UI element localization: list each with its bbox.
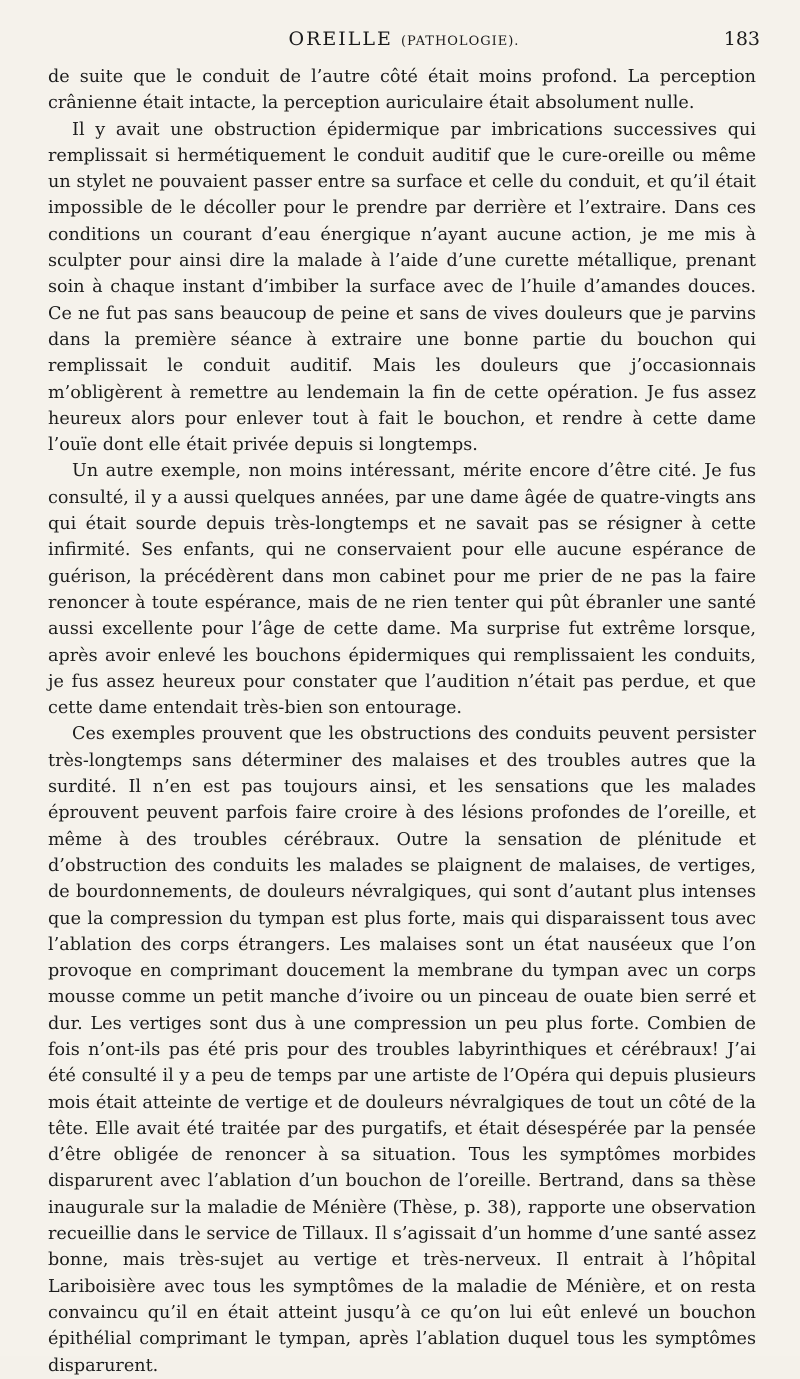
paragraph-symptoms-discussion: Ces exemples prouvent que les obstructions des conduits peuvent persister très-longtemps sans déterminer des malaises et des troubles autres que la surdité. Il n’en est pas toujours ainsi, et les sensations que les malades éprouvent peuvent parfois faire croire à des lésions profondes de l’oreille, et même à des troubles cérébraux. Outre la sensation de plénitude et d’obstruction des conduits les malades se plaignent de malaises, de vertiges, de bourdonnements, de douleurs névralgiques, qui sont d’autant plus intenses que la compression du tympan est plus forte, mais qui disparaissent tous avec l’ablation des corps étrangers. Les malaises sont un état nauséeux que l’on provoque en comprimant doucement la membrane du tympan avec un corps mousse comme un petit manche d’ivoire ou un pinceau de ouate bien serré et dur. Les vertiges sont dus à une compression un peu plus forte. Combien de fois n’ont-ils pas été pris pour des troubles labyrinthiques et cérébraux! J’ai été consulté il y a peu de temps par une artiste de l’Opéra qui depuis plusieurs mois était atteinte de vertige et de douleurs névralgiques de tout un côté de la tête. Elle avait été traitée par des purgatifs, et était désespérée par la pensée d’être obligée de renoncer à sa situation. Tous les symptômes morbides disparurent avec l’ablation d’un bouchon de l’oreille. Bertrand, dans sa thèse inaugurale sur la maladie de Ménière (Thèse, p. 38), rapporte une observation recueillie dans le service de Tillaux. Il s’agissait d’un homme d’une santé assez bonne, mais très-sujet au vertige et très-nerveux. Il entrait à l’hôpital Lariboisière avec tous les symptômes de la maladie de Ménière, et on resta convaincu qu’il en était atteint jusqu’à ce qu’on lui eût enlevé un bouchon épithélial comprimant le tympan, après l’ablation duquel tous les symptômes disparurent. <box>48 724 756 1376</box>
paragraph-obstruction-case: Il y avait une obstruction épidermique par imbrications successives qui remplissait si hermétiquement le conduit auditif que le cure-oreille ou même un stylet ne pouvaient passer entre sa surface et celle du conduit, et qu’il était impossible de le décoller pour le prendre par derrière et l’extraire. Dans ces conditions un courant d’eau énergique n’ayant aucune action, je me mis à sculpter pour ainsi dire la malade à l’aide d’une curette métallique, prenant soin à chaque instant d’imbiber la surface avec de l’huile d’amandes douces. Ce ne fut pas sans beaucoup de peine et sans de vives douleurs que je parvins dans la première séance à extraire une bonne partie du bouchon qui remplissait le conduit auditif. Mais les douleurs que j’occasionnais m’obligèrent à remettre au lendemain la fin de cette opération. Je fus assez heureux alors pour enlever tout à fait le bouchon, et rendre à cette dame l’ouïe dont elle était privée depuis si longtemps. <box>48 119 756 456</box>
running-title-main: OREILLE <box>288 28 393 50</box>
running-head <box>48 28 760 58</box>
body-text <box>48 64 756 1379</box>
page-number: 183 <box>723 28 760 50</box>
paragraph-continuation: de suite que le conduit de l’autre côté était moins profond. La perception crânienne était intacte, la perception auriculaire était absolument nulle. <box>48 67 756 114</box>
running-title <box>48 28 760 50</box>
running-title-subtitle: (PATHOLOGIE). <box>400 34 520 49</box>
paragraph-second-example: Un autre exemple, non moins intéressant, mérite encore d’être cité. Je fus consulté, il y a aussi quelques années, par une dame âgée de quatre-vingts ans qui était sourde depuis très-longtemps et ne savait pas se résigner à cette infirmité. Ses enfants, qui ne conservaient pour elle aucune espérance de guérison, la précédèrent dans mon cabinet pour me prier de ne pas la faire renoncer à toute espérance, mais de ne rien tenter qui pût ébranler une santé aussi excellente pour l’âge de cette dame. Ma surprise fut extrême lorsque, après avoir enlevé les bouchons épidermiques qui remplissaient les conduits, je fus assez heureux pour constater que l’audition n’était pas perdue, et que cette dame entendait très-bien son entourage. <box>48 461 756 719</box>
